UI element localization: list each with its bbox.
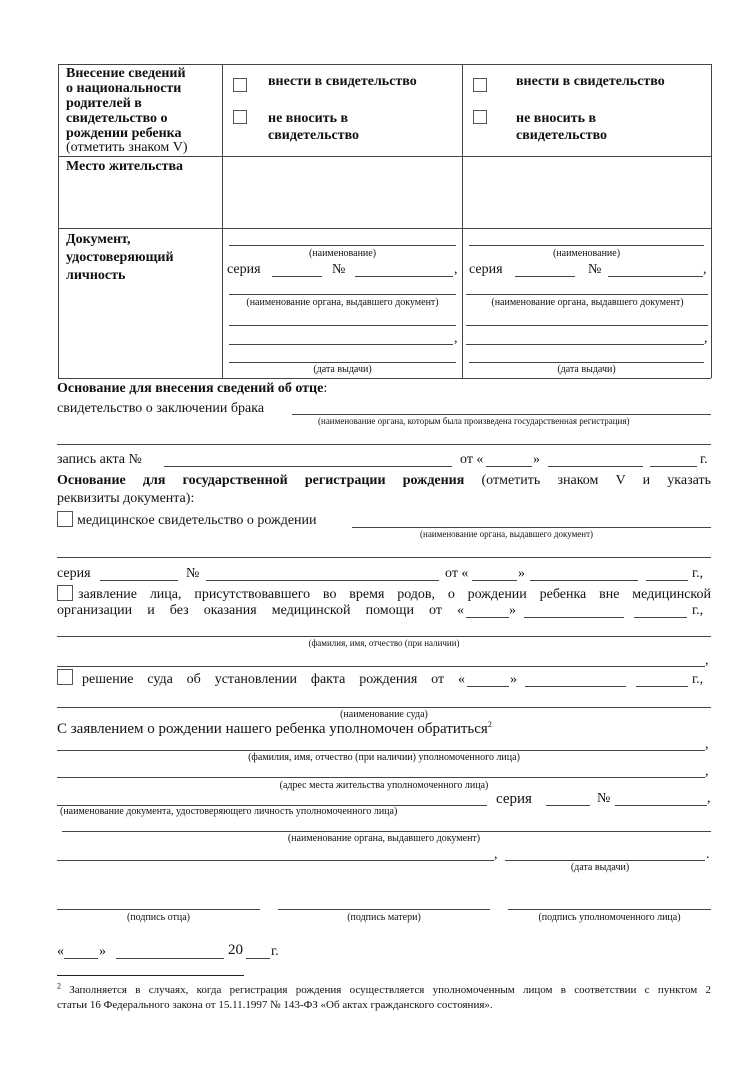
court-decision-month-field[interactable] <box>525 686 626 687</box>
father-id-issuer-field[interactable] <box>229 294 456 295</box>
medical-cert-series-label: серия <box>57 566 91 581</box>
mother-signature-field[interactable] <box>278 909 490 910</box>
comma: , <box>494 847 498 862</box>
nationality-label-note: (отметить знаком V) <box>66 140 188 155</box>
nationality-label-line4: свидетельство о <box>66 111 168 126</box>
mother-id-number-label: № <box>588 262 602 277</box>
authorized-issuer-field[interactable] <box>62 831 711 832</box>
act-record-label: запись акта № <box>57 452 142 467</box>
authorized-series-field[interactable] <box>546 805 590 806</box>
witness-statement-month-field[interactable] <box>524 617 624 618</box>
father-include-nationality-checkbox[interactable] <box>233 78 247 92</box>
id-doc-label-line1: Документ, <box>66 232 131 247</box>
act-record-month-field[interactable] <box>548 466 643 467</box>
court-decision-day-field[interactable] <box>467 686 509 687</box>
mother-exclude-nationality-checkbox[interactable] <box>473 110 487 124</box>
authorized-address-field[interactable] <box>57 777 705 778</box>
nationality-label-line3: родителей в <box>66 96 142 111</box>
marriage-registrar-field[interactable] <box>292 414 711 415</box>
mother-exclude-nationality-label-line2: свидетельство <box>516 128 608 143</box>
authorized-address-caption: (адрес места жительства уполномоченного лица) <box>279 780 489 791</box>
medical-cert-issuer-field-2[interactable] <box>57 557 711 558</box>
quote-close: » <box>509 603 516 618</box>
medical-cert-year-field[interactable] <box>646 580 688 581</box>
witness-statement-label-line2: организации и без оказания медицинской помощи от « <box>57 603 464 618</box>
father-exclude-nationality-label-line1: не вносить в <box>268 111 349 126</box>
id-doc-label-line3: личность <box>66 268 126 283</box>
residence-label: Место жительства <box>66 159 184 174</box>
year-suffix: г. <box>700 452 708 467</box>
authorized-issue-date-field[interactable] <box>505 860 705 861</box>
witness-name-caption: (фамилия, имя, отчество (при наличии) <box>308 638 460 648</box>
comma: , <box>705 653 709 668</box>
medical-cert-issuer-caption: (наименование органа, выдавшего документ) <box>420 529 594 539</box>
mother-id-series-field[interactable] <box>515 276 575 277</box>
medical-cert-day-field[interactable] <box>472 580 517 581</box>
comma: , <box>454 331 458 346</box>
mother-id-number-field[interactable] <box>608 276 703 277</box>
comma: , <box>707 791 711 806</box>
year-suffix: г. <box>271 944 279 959</box>
comma: , <box>704 331 708 346</box>
id-doc-label-line2: удостоверяющий <box>66 250 174 265</box>
year-suffix: г., <box>692 566 704 581</box>
father-id-series-label: серия <box>227 262 261 277</box>
mother-id-name-caption: (наименование) <box>552 248 621 259</box>
court-decision-checkbox[interactable] <box>57 669 73 685</box>
mother-id-issuer-caption: (наименование органа, выдавшего документ) <box>491 297 684 308</box>
court-name-caption: (наименование суда) <box>340 709 428 720</box>
father-exclude-nationality-label-line2: свидетельство <box>268 128 360 143</box>
father-id-issuer-field-2[interactable] <box>229 325 456 326</box>
authorized-issue-date-caption: (дата выдачи) <box>570 862 630 873</box>
registration-basis-instructions: (отметить знаком V и указать <box>481 473 711 488</box>
father-id-name-field[interactable] <box>229 245 456 246</box>
medical-cert-month-field[interactable] <box>530 580 638 581</box>
court-decision-label: решение суда об установлении факта рождения от « <box>82 672 465 687</box>
witness-name-field[interactable] <box>57 636 711 637</box>
quote-close: » <box>510 672 517 687</box>
court-name-field[interactable] <box>57 707 711 708</box>
authorized-person-title: С заявлением о рождении нашего ребенка уполномочен обратиться <box>57 721 488 737</box>
mother-id-date-field[interactable] <box>469 362 704 363</box>
date-century: 20 <box>228 942 243 958</box>
father-basis-title: Основание для внесения сведений об отце <box>57 381 324 396</box>
act-record-number-field[interactable] <box>164 466 452 467</box>
registration-basis-title: Основание для государственной регистрации рождения <box>57 473 465 488</box>
medical-cert-number-field[interactable] <box>206 580 439 581</box>
footnote-text-line1: Заполняется в случаях, когда регистрация рождения осуществляется уполномоченным лицом в соответствии с пунктом 2 <box>69 984 711 996</box>
authorized-signature-field[interactable] <box>508 909 711 910</box>
authorized-name-caption: (фамилия, имя, отчество (при наличии) уполномоченного лица) <box>248 752 520 763</box>
from-label: от « <box>460 452 484 467</box>
mother-id-series-label: серия <box>469 262 503 277</box>
marriage-registrar-field-2[interactable] <box>57 444 711 445</box>
father-id-issuer-caption: (наименование органа, выдавшего документ) <box>246 297 439 308</box>
footnote-ref: 2 <box>487 720 492 729</box>
comma: , <box>705 764 709 779</box>
quote-close: » <box>99 944 106 959</box>
footnote-mark: 2 <box>57 981 61 991</box>
nationality-label-line5: рождении ребенка <box>66 126 182 141</box>
quote-close: » <box>518 566 525 581</box>
marriage-registrar-caption: (наименование органа, которым была произведена государственная регистрация) <box>318 416 630 426</box>
father-id-issuer-field-3[interactable] <box>229 344 453 345</box>
witness-name-field-2[interactable] <box>57 666 705 667</box>
act-record-year-field[interactable] <box>650 466 697 467</box>
court-decision-year-field[interactable] <box>636 686 688 687</box>
nationality-label-line1: Внесение сведений <box>66 66 186 81</box>
mother-id-name-field[interactable] <box>469 245 704 246</box>
mother-exclude-nationality-label-line1: не вносить в <box>516 111 597 126</box>
medical-cert-number-label: № <box>186 566 200 581</box>
father-id-date-caption: (дата выдачи) <box>313 364 372 375</box>
medical-cert-checkbox[interactable] <box>57 511 73 527</box>
authorized-number-field[interactable] <box>615 805 707 806</box>
date-month-field[interactable] <box>116 958 224 959</box>
witness-statement-checkbox[interactable] <box>57 585 73 601</box>
footnote-text-line2: статьи 16 Федерального закона от 15.11.1997 № 143-ФЗ «Об актах гражданского состояния». <box>57 999 493 1011</box>
father-id-name-caption: (наименование) <box>308 248 377 259</box>
authorized-doc-name-caption: (наименование документа, удостоверяющего личность уполномоченного лица) <box>60 806 398 817</box>
from-label: от « <box>445 566 469 581</box>
mother-signature-caption: (подпись матери) <box>347 912 421 923</box>
nationality-label-line2: о национальности <box>66 81 182 96</box>
mother-residence-field[interactable] <box>463 157 710 227</box>
date-day-field[interactable] <box>64 958 98 959</box>
mother-id-issuer-field-3[interactable] <box>466 344 704 345</box>
mother-id-issuer-field[interactable] <box>466 294 708 295</box>
quote-open: « <box>57 944 64 959</box>
witness-statement-day-field[interactable] <box>466 617 509 618</box>
mother-include-nationality-checkbox[interactable] <box>473 78 487 92</box>
footnote-separator <box>57 975 244 976</box>
authorized-name-field[interactable] <box>57 750 705 751</box>
year-suffix: г., <box>692 672 704 687</box>
father-id-series-field[interactable] <box>272 276 322 277</box>
mother-id-issuer-field-2[interactable] <box>466 325 708 326</box>
father-signature-field[interactable] <box>57 909 260 910</box>
authorized-signature-caption: (подпись уполномоченного лица) <box>538 912 681 923</box>
medical-cert-series-field[interactable] <box>100 580 178 581</box>
father-residence-field[interactable] <box>223 157 461 227</box>
father-exclude-nationality-checkbox[interactable] <box>233 110 247 124</box>
act-record-day-field[interactable] <box>486 466 532 467</box>
period: . <box>706 847 710 862</box>
father-id-number-field[interactable] <box>355 276 453 277</box>
mother-include-nationality-label: внести в свидетельство <box>516 74 665 89</box>
comma: , <box>705 737 709 752</box>
authorized-series-label: серия <box>496 791 532 807</box>
authorized-issuer-caption: (наименование органа, выдавшего документ) <box>287 833 481 844</box>
date-year-field[interactable] <box>246 958 270 959</box>
father-id-number-label: № <box>332 262 346 277</box>
medical-cert-issuer-field[interactable] <box>352 527 711 528</box>
father-signature-caption: (подпись отца) <box>126 912 191 923</box>
quote-close: » <box>533 452 540 467</box>
medical-cert-label: медицинское свидетельство о рождении <box>77 513 317 528</box>
colon: : <box>323 381 328 396</box>
comma: , <box>454 262 458 277</box>
father-id-date-field[interactable] <box>229 362 456 363</box>
registration-basis-instructions-line2: реквизиты документа): <box>57 491 195 506</box>
witness-statement-year-field[interactable] <box>634 617 687 618</box>
mother-id-date-caption: (дата выдачи) <box>557 364 616 375</box>
father-include-nationality-label: внести в свидетельство <box>268 74 417 89</box>
year-suffix: г., <box>692 603 704 618</box>
witness-statement-label-line1: заявление лица, присутствовавшего во время родов, о рождении ребенка вне медицинской <box>78 587 711 602</box>
authorized-number-label: № <box>597 791 611 806</box>
comma: , <box>703 262 707 277</box>
authorized-issuer-field-2[interactable] <box>57 860 494 861</box>
marriage-cert-label: свидетельство о заключении брака <box>57 401 265 416</box>
